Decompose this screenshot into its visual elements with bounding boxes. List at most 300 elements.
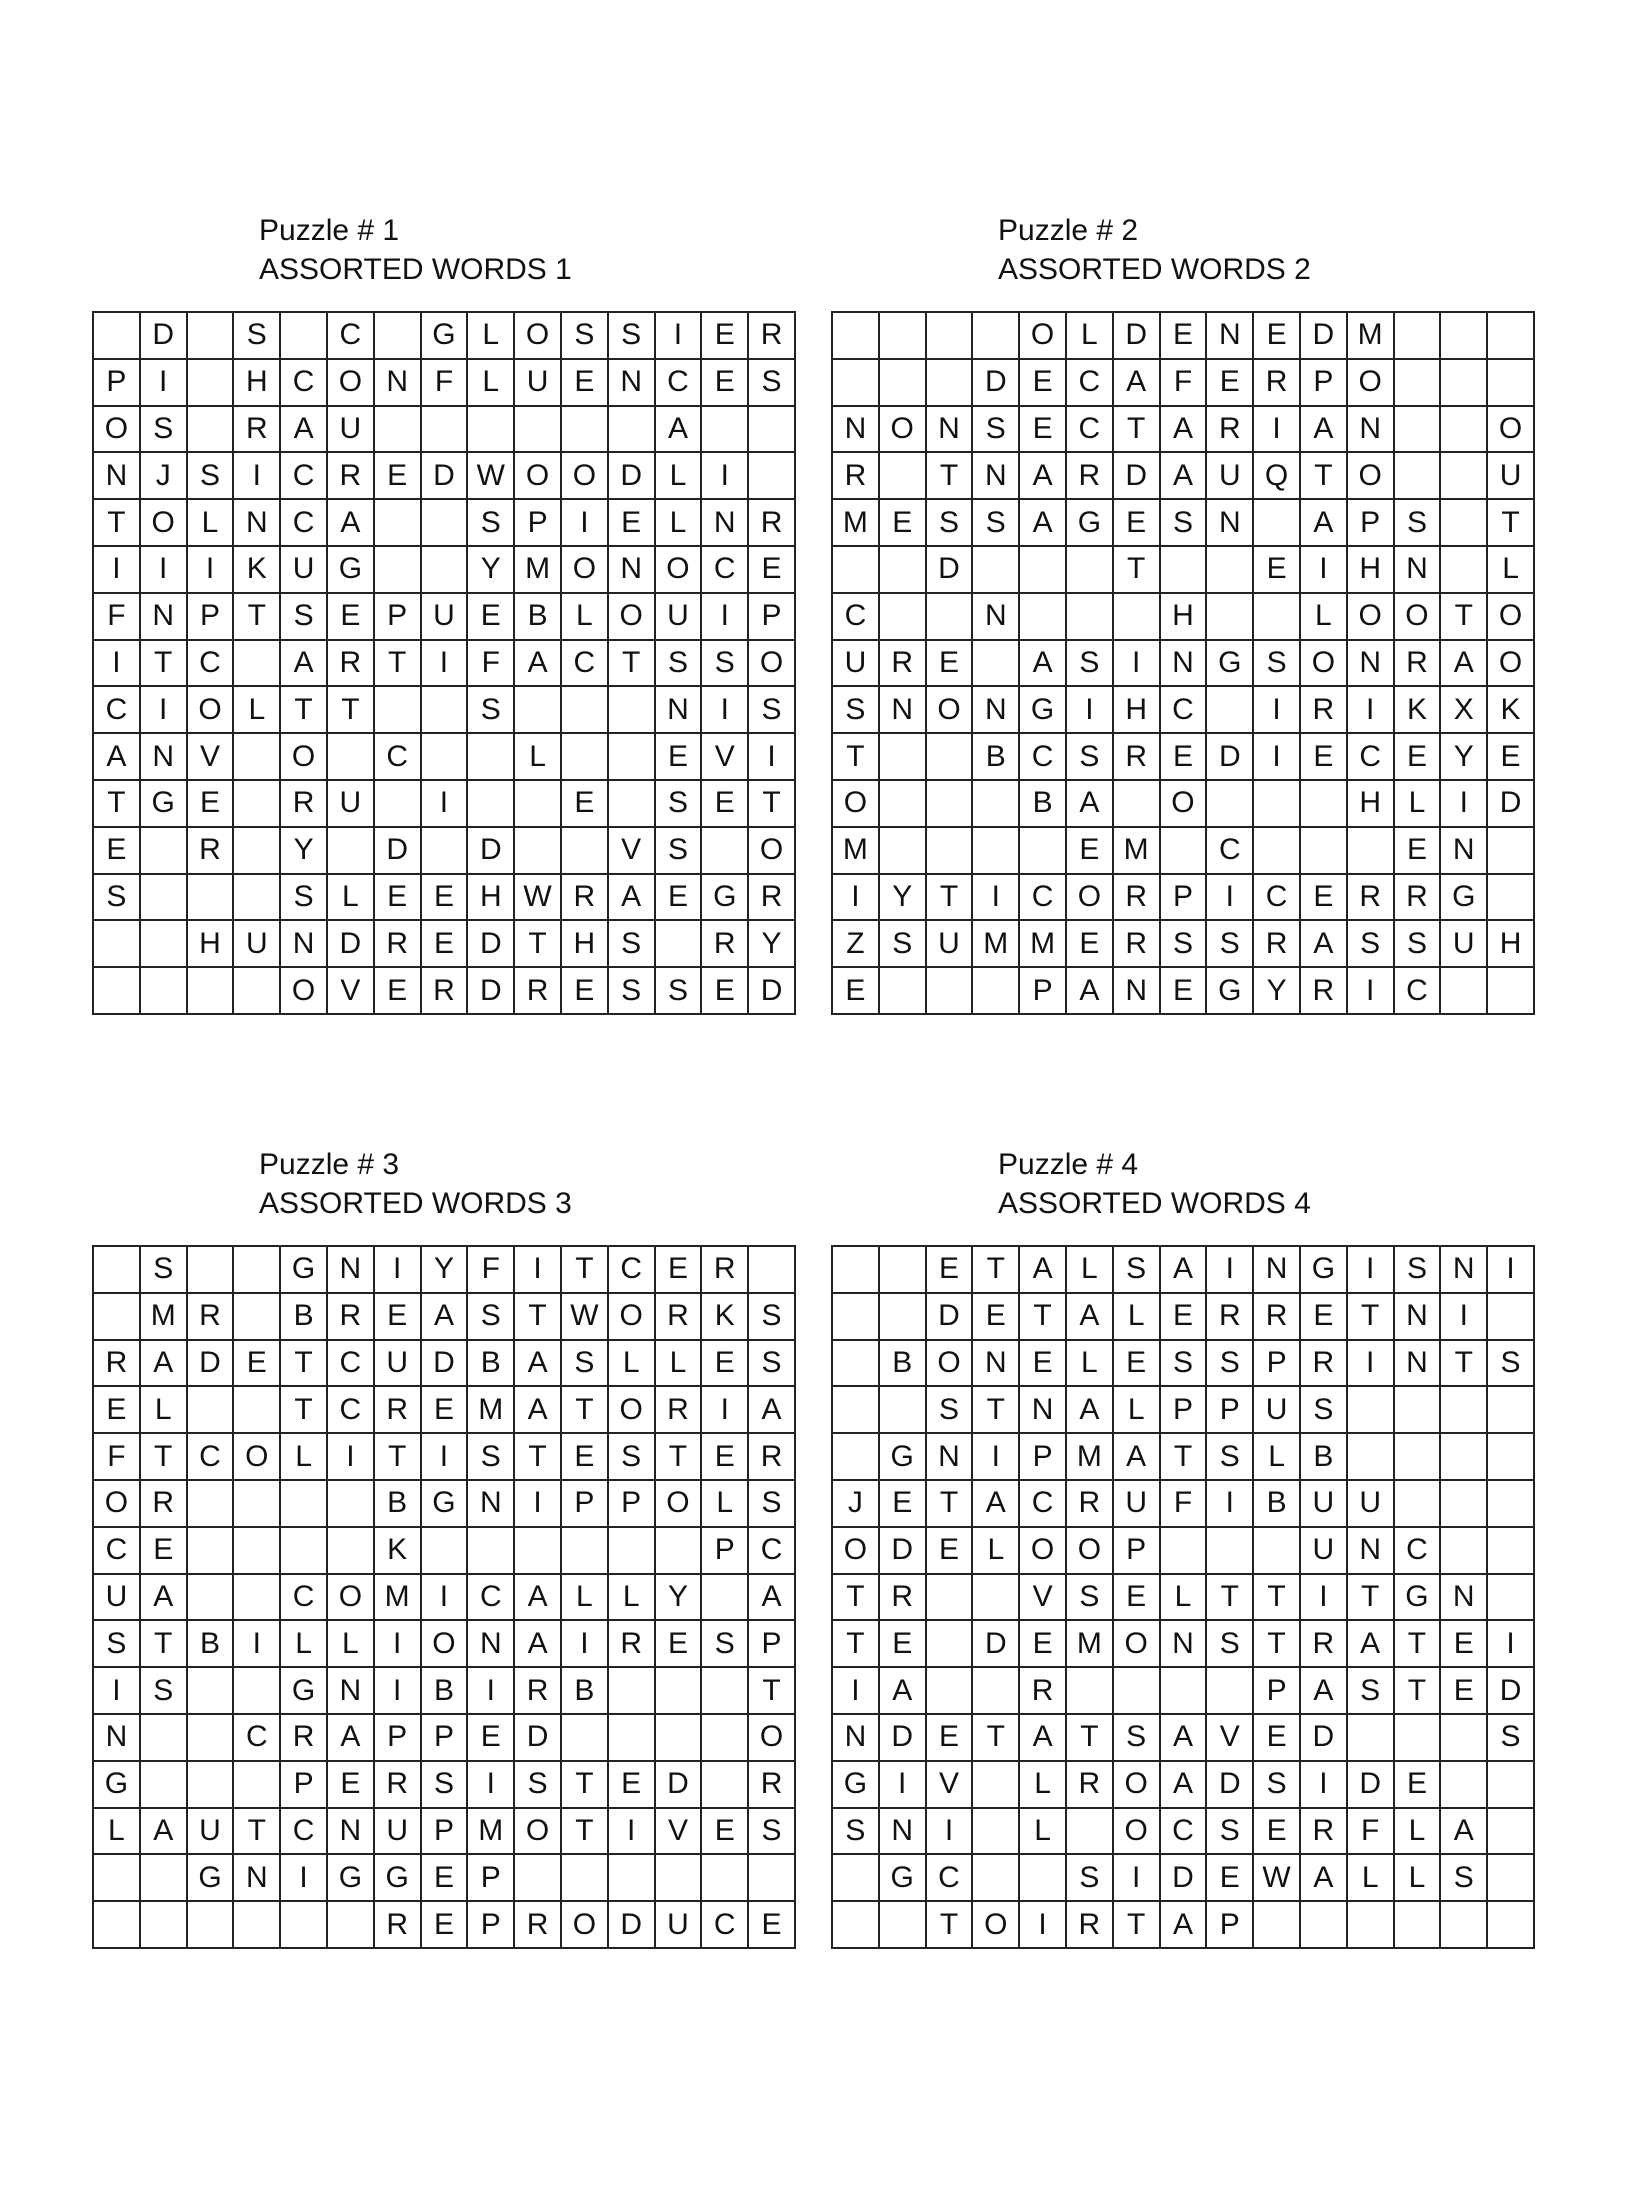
grid-cell: T — [609, 641, 656, 688]
grid-cell: C — [1161, 687, 1208, 734]
grid-cell: O — [656, 1481, 703, 1528]
grid-cell: A — [1441, 1809, 1488, 1856]
grid-cell — [1488, 1902, 1535, 1949]
grid-cell: C — [281, 1809, 328, 1856]
grid-cell: D — [1114, 313, 1161, 360]
grid-cell — [1207, 781, 1254, 828]
grid-cell — [1254, 1528, 1301, 1575]
grid-cell: E — [927, 1528, 974, 1575]
grid-cell: T — [1020, 1294, 1067, 1341]
grid-cell: I — [1207, 1247, 1254, 1294]
puzzle-name: ASSORTED WORDS 2 — [998, 253, 1311, 286]
grid-cell: I — [1348, 687, 1395, 734]
grid-cell — [515, 781, 562, 828]
grid-cell: I — [188, 547, 235, 594]
grid-cell — [1441, 453, 1488, 500]
grid-cell: O — [94, 1481, 141, 1528]
grid-cell: G — [141, 781, 188, 828]
grid-cell: L — [1348, 1855, 1395, 1902]
grid-cell: S — [749, 1809, 796, 1856]
grid-cell: E — [1395, 1762, 1442, 1809]
grid-cell: T — [927, 1481, 974, 1528]
grid-cell: U — [234, 921, 281, 968]
grid-cell: M — [1020, 921, 1067, 968]
grid-cell: U — [281, 547, 328, 594]
grid-cell — [141, 921, 188, 968]
grid-cell — [234, 1294, 281, 1341]
grid-cell: O — [281, 968, 328, 1015]
grid-cell: R — [375, 1762, 422, 1809]
grid-cell: D — [422, 1341, 469, 1388]
grid-cell: R — [1301, 968, 1348, 1015]
grid-cell: N — [468, 1621, 515, 1668]
grid-cell — [609, 734, 656, 781]
grid-cell: B — [468, 1341, 515, 1388]
grid-cell — [1488, 968, 1535, 1015]
grid-cell — [1301, 781, 1348, 828]
grid-cell — [94, 313, 141, 360]
grid-cell: L — [656, 1341, 703, 1388]
grid-cell: R — [515, 1902, 562, 1949]
grid-cell — [375, 687, 422, 734]
grid-cell — [562, 1715, 609, 1762]
grid-cell — [234, 1528, 281, 1575]
grid-cell — [880, 968, 927, 1015]
grid-cell — [833, 1855, 880, 1902]
grid-cell: S — [281, 875, 328, 922]
grid-cell: E — [1161, 1294, 1208, 1341]
grid-cell — [833, 1902, 880, 1949]
grid-cell — [281, 313, 328, 360]
grid-cell: O — [188, 687, 235, 734]
grid-cell: P — [515, 500, 562, 547]
grid-cell: S — [141, 1668, 188, 1715]
grid-cell: A — [1020, 1715, 1067, 1762]
grid-cell: H — [1348, 781, 1395, 828]
grid-cell: C — [562, 641, 609, 688]
grid-cell: D — [468, 921, 515, 968]
grid-cell: C — [833, 594, 880, 641]
grid-cell: R — [1114, 921, 1161, 968]
grid-cell: S — [1207, 1434, 1254, 1481]
grid-cell — [833, 1247, 880, 1294]
grid-cell: E — [833, 968, 880, 1015]
grid-cell: A — [1301, 500, 1348, 547]
grid-cell: Y — [1254, 968, 1301, 1015]
grid-cell: E — [1254, 1715, 1301, 1762]
grid-cell: C — [328, 1341, 375, 1388]
grid-cell: I — [94, 547, 141, 594]
grid-cell: V — [1207, 1715, 1254, 1762]
grid-cell: I — [1254, 734, 1301, 781]
grid-cell — [927, 968, 974, 1015]
grid-cell: L — [562, 594, 609, 641]
grid-cell — [188, 1387, 235, 1434]
grid-cell: T — [1441, 1341, 1488, 1388]
grid-cell: I — [1441, 1294, 1488, 1341]
grid-cell: M — [1114, 828, 1161, 875]
grid-cell: L — [328, 875, 375, 922]
grid-cell: A — [1161, 1762, 1208, 1809]
grid-cell: E — [1020, 1341, 1067, 1388]
grid-cell: E — [702, 1809, 749, 1856]
grid-cell: O — [281, 734, 328, 781]
grid-cell: I — [562, 1621, 609, 1668]
grid-cell: M — [468, 1809, 515, 1856]
grid-cell — [1395, 360, 1442, 407]
grid-cell — [94, 1294, 141, 1341]
grid-cell — [973, 1668, 1020, 1715]
grid-cell — [1395, 407, 1442, 454]
grid-cell: S — [1254, 641, 1301, 688]
grid-cell: S — [609, 921, 656, 968]
grid-cell: R — [234, 407, 281, 454]
grid-cell: C — [1020, 875, 1067, 922]
grid-cell — [702, 828, 749, 875]
grid-cell: C — [1020, 734, 1067, 781]
grid-cell: N — [927, 407, 974, 454]
grid-cell — [973, 1855, 1020, 1902]
grid-cell — [1395, 1387, 1442, 1434]
grid-cell: C — [702, 1902, 749, 1949]
grid-cell — [927, 1668, 974, 1715]
grid-cell: S — [1395, 1247, 1442, 1294]
grid-cell: I — [702, 1387, 749, 1434]
grid-cell — [375, 500, 422, 547]
grid-cell — [234, 781, 281, 828]
grid-cell: V — [1020, 1575, 1067, 1622]
grid-cell: T — [515, 921, 562, 968]
grid-cell — [188, 1481, 235, 1528]
grid-cell: P — [749, 1621, 796, 1668]
grid-cell: V — [328, 968, 375, 1015]
grid-cell: I — [141, 547, 188, 594]
grid-cell — [927, 594, 974, 641]
grid-cell: F — [468, 641, 515, 688]
grid-cell — [1395, 313, 1442, 360]
grid-cell: S — [1488, 1715, 1535, 1762]
grid-cell: S — [515, 1762, 562, 1809]
grid-cell — [1161, 828, 1208, 875]
grid-cell: N — [973, 687, 1020, 734]
grid-cell — [515, 687, 562, 734]
grid-cell: E — [375, 1294, 422, 1341]
grid-cell — [833, 313, 880, 360]
grid-cell — [188, 1715, 235, 1762]
grid-cell: A — [281, 407, 328, 454]
grid-cell: A — [1301, 921, 1348, 968]
grid-cell: T — [234, 1809, 281, 1856]
grid-cell — [141, 1715, 188, 1762]
grid-cell: H — [562, 921, 609, 968]
grid-cell: D — [927, 1294, 974, 1341]
grid-cell: V — [927, 1762, 974, 1809]
grid-cell: G — [833, 1762, 880, 1809]
grid-cell: E — [1020, 360, 1067, 407]
grid-cell: U — [515, 360, 562, 407]
grid-cell: C — [234, 1715, 281, 1762]
grid-cell: E — [1254, 547, 1301, 594]
grid-cell: C — [1395, 1528, 1442, 1575]
grid-cell: E — [375, 875, 422, 922]
grid-cell: P — [1207, 1387, 1254, 1434]
grid-cell — [749, 1855, 796, 1902]
grid-cell — [94, 1247, 141, 1294]
grid-cell: N — [94, 453, 141, 500]
grid-cell: G — [328, 547, 375, 594]
grid-cell: E — [422, 875, 469, 922]
grid-cell: S — [1207, 1341, 1254, 1388]
grid-cell — [1161, 547, 1208, 594]
grid-cell — [328, 1481, 375, 1528]
grid-cell: G — [1020, 687, 1067, 734]
grid-cell — [1395, 1715, 1442, 1762]
grid-cell: N — [1020, 1387, 1067, 1434]
grid-cell: F — [94, 1434, 141, 1481]
grid-cell: E — [656, 875, 703, 922]
grid-cell: C — [94, 687, 141, 734]
grid-cell: S — [141, 1247, 188, 1294]
grid-cell: I — [833, 875, 880, 922]
grid-cell: L — [94, 1809, 141, 1856]
grid-cell: U — [94, 1575, 141, 1622]
grid-cell: I — [141, 360, 188, 407]
grid-cell: X — [1441, 687, 1488, 734]
grid-cell: I — [1207, 1481, 1254, 1528]
grid-cell: N — [375, 360, 422, 407]
grid-cell: T — [94, 781, 141, 828]
grid-cell — [562, 407, 609, 454]
grid-cell: O — [1348, 360, 1395, 407]
grid-cell: R — [94, 1341, 141, 1388]
grid-cell — [188, 1575, 235, 1622]
grid-cell: O — [973, 1902, 1020, 1949]
grid-cell: A — [1441, 641, 1488, 688]
grid-cell: U — [422, 594, 469, 641]
grid-cell — [1441, 1902, 1488, 1949]
grid-cell: I — [702, 687, 749, 734]
grid-cell: V — [609, 828, 656, 875]
grid-cell — [234, 1247, 281, 1294]
grid-cell: S — [973, 407, 1020, 454]
grid-cell: I — [281, 1855, 328, 1902]
grid-cell: E — [1067, 921, 1114, 968]
grid-cell — [422, 1528, 469, 1575]
grid-cell: R — [1254, 921, 1301, 968]
grid-cell: L — [468, 360, 515, 407]
grid-cell: Y — [749, 921, 796, 968]
grid-cell: E — [1067, 828, 1114, 875]
grid-cell: R — [880, 1575, 927, 1622]
grid-cell: L — [1067, 313, 1114, 360]
grid-cell: A — [1020, 500, 1067, 547]
grid-cell: T — [927, 875, 974, 922]
grid-cell: T — [562, 1762, 609, 1809]
grid-cell: N — [468, 1481, 515, 1528]
grid-cell: B — [281, 1294, 328, 1341]
grid-cell: E — [702, 781, 749, 828]
grid-cell — [468, 407, 515, 454]
grid-cell: I — [422, 1575, 469, 1622]
grid-cell: E — [656, 1247, 703, 1294]
grid-cell: T — [1488, 500, 1535, 547]
grid-cell: E — [927, 1715, 974, 1762]
grid-cell — [141, 828, 188, 875]
grid-cell: I — [1301, 1575, 1348, 1622]
grid-cell: R — [1207, 407, 1254, 454]
grid-cell: I — [1114, 641, 1161, 688]
grid-cell — [880, 781, 927, 828]
grid-cell: A — [1301, 407, 1348, 454]
grid-cell — [609, 1715, 656, 1762]
grid-cell — [609, 407, 656, 454]
grid-cell: S — [94, 1621, 141, 1668]
grid-cell — [702, 1575, 749, 1622]
grid-cell — [880, 453, 927, 500]
grid-cell — [188, 968, 235, 1015]
grid-cell: B — [973, 734, 1020, 781]
grid-cell — [609, 687, 656, 734]
grid-cell — [927, 1621, 974, 1668]
grid-cell: I — [562, 500, 609, 547]
grid-cell: A — [1067, 968, 1114, 1015]
grid-cell: C — [328, 313, 375, 360]
grid-cell — [927, 828, 974, 875]
grid-cell: E — [927, 1247, 974, 1294]
grid-cell: O — [1488, 641, 1535, 688]
grid-cell: S — [749, 687, 796, 734]
grid-cell — [281, 1902, 328, 1949]
grid-cell — [973, 1809, 1020, 1856]
grid-cell — [188, 360, 235, 407]
puzzle-name: ASSORTED WORDS 4 — [998, 1187, 1311, 1220]
grid-cell: P — [468, 1855, 515, 1902]
grid-cell: K — [1488, 687, 1535, 734]
grid-cell: S — [1067, 1575, 1114, 1622]
grid-cell: R — [422, 968, 469, 1015]
grid-cell: E — [1395, 734, 1442, 781]
grid-cell: S — [1067, 1855, 1114, 1902]
grid-cell: D — [973, 1621, 1020, 1668]
grid-cell: I — [1441, 781, 1488, 828]
grid-cell: N — [609, 547, 656, 594]
grid-cell: P — [1348, 500, 1395, 547]
grid-cell — [1441, 407, 1488, 454]
grid-cell: S — [1161, 500, 1208, 547]
grid-cell: R — [328, 453, 375, 500]
grid-cell: R — [1067, 1762, 1114, 1809]
puzzle-number: Puzzle # 1 — [259, 214, 400, 247]
grid-cell: E — [328, 1762, 375, 1809]
grid-cell: E — [375, 968, 422, 1015]
grid-cell — [188, 313, 235, 360]
grid-cell — [188, 1902, 235, 1949]
grid-cell — [94, 1855, 141, 1902]
grid-cell: H — [1488, 921, 1535, 968]
grid-cell — [422, 500, 469, 547]
grid-cell — [880, 734, 927, 781]
grid-cell: U — [656, 1902, 703, 1949]
grid-cell — [375, 313, 422, 360]
grid-cell — [656, 1668, 703, 1715]
grid-cell: E — [1161, 313, 1208, 360]
grid-cell — [1207, 594, 1254, 641]
grid-cell — [1207, 687, 1254, 734]
grid-cell: S — [422, 1762, 469, 1809]
grid-cell: W — [468, 453, 515, 500]
grid-cell — [1488, 1528, 1535, 1575]
grid-cell — [1488, 1855, 1535, 1902]
grid-cell — [468, 781, 515, 828]
grid-cell: I — [973, 1434, 1020, 1481]
grid-cell: E — [702, 313, 749, 360]
grid-cell — [328, 1528, 375, 1575]
grid-cell: V — [702, 734, 749, 781]
grid-cell — [515, 1528, 562, 1575]
grid-cell: R — [656, 1294, 703, 1341]
grid-cell: C — [1161, 1809, 1208, 1856]
grid-cell: P — [1254, 1668, 1301, 1715]
grid-cell: K — [234, 547, 281, 594]
grid-cell: R — [188, 1294, 235, 1341]
grid-cell: E — [1254, 1809, 1301, 1856]
grid-cell — [1488, 875, 1535, 922]
grid-cell: I — [328, 1434, 375, 1481]
grid-cell — [880, 594, 927, 641]
grid-cell — [1488, 828, 1535, 875]
grid-cell — [973, 1762, 1020, 1809]
grid-cell: R — [375, 921, 422, 968]
grid-cell: E — [1114, 1575, 1161, 1622]
grid-cell: D — [609, 453, 656, 500]
grid-cell: G — [1207, 968, 1254, 1015]
grid-cell: H — [188, 921, 235, 968]
grid-cell: S — [1207, 921, 1254, 968]
grid-cell: E — [1301, 734, 1348, 781]
grid-cell: O — [1067, 875, 1114, 922]
grid-cell — [1441, 1387, 1488, 1434]
grid-cell: L — [1067, 1247, 1114, 1294]
grid-cell: P — [281, 1762, 328, 1809]
grid-cell: E — [1441, 1621, 1488, 1668]
grid-cell: R — [1301, 687, 1348, 734]
grid-cell: T — [656, 1434, 703, 1481]
grid-cell: U — [1114, 1481, 1161, 1528]
grid-cell: O — [1348, 594, 1395, 641]
grid-cell: A — [422, 1294, 469, 1341]
grid-cell: P — [422, 1715, 469, 1762]
grid-cell: R — [1301, 1341, 1348, 1388]
grid-cell — [422, 828, 469, 875]
grid-cell: L — [656, 500, 703, 547]
grid-cell — [328, 734, 375, 781]
grid-cell — [1020, 1855, 1067, 1902]
grid-cell — [1254, 828, 1301, 875]
grid-cell: N — [1441, 1575, 1488, 1622]
grid-cell: A — [141, 1341, 188, 1388]
grid-cell — [1254, 500, 1301, 547]
grid-cell: R — [562, 875, 609, 922]
grid-cell: P — [1161, 875, 1208, 922]
grid-cell: O — [609, 594, 656, 641]
grid-cell: N — [1348, 407, 1395, 454]
grid-cell: M — [1067, 1621, 1114, 1668]
grid-cell: E — [927, 641, 974, 688]
grid-cell: O — [833, 1528, 880, 1575]
grid-cell: M — [1348, 313, 1395, 360]
grid-cell — [1441, 360, 1488, 407]
grid-cell: R — [749, 875, 796, 922]
